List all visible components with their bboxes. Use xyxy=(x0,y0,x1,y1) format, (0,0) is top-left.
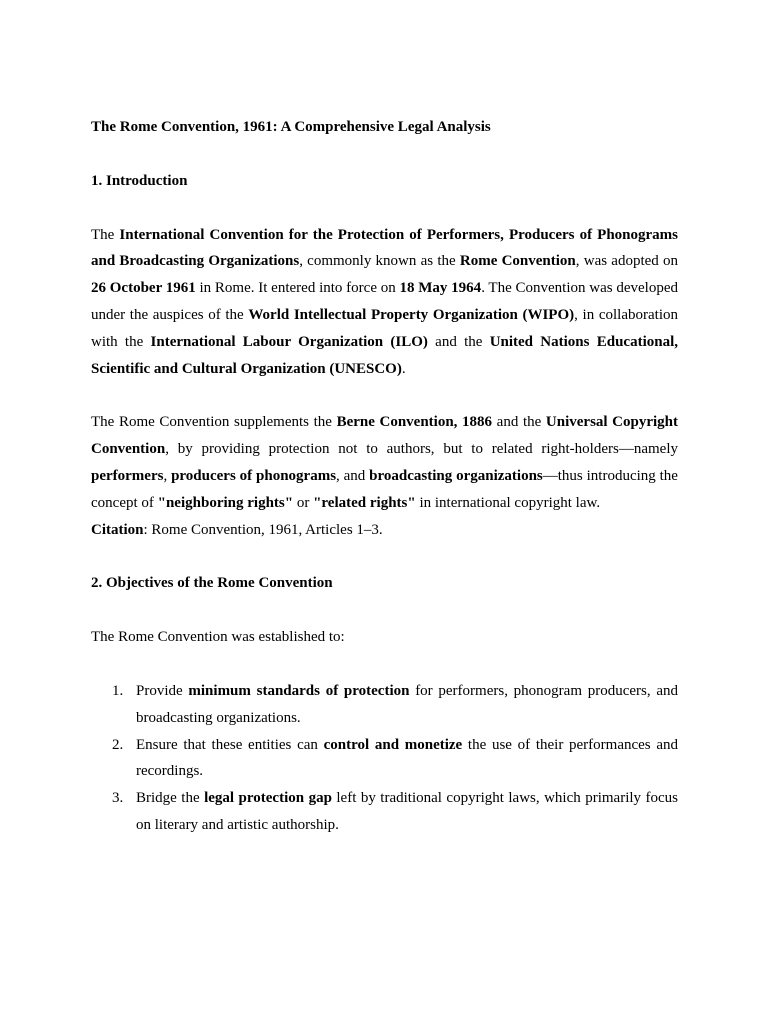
intro-paragraph-1 xyxy=(91,222,678,383)
objectives-list xyxy=(91,678,678,839)
text-run: , was adopted on xyxy=(575,253,678,270)
text-run: in Rome. It entered into force on xyxy=(195,280,400,297)
bold-ilo: International Labour Organization (ILO) xyxy=(150,333,428,350)
text-run: . The Convention was developed under the auspices of the xyxy=(91,280,678,323)
text-run: , commonly known as the xyxy=(299,253,460,270)
list-item xyxy=(91,678,678,732)
bold-broadcasting-organizations: broadcasting organizations xyxy=(369,467,543,484)
text-run: for performers, phonogram producers, and broadcasting organizations. xyxy=(136,682,678,726)
bold-producers-of-phonograms: producers of phonograms xyxy=(171,467,337,484)
bold-control-and-monetize: control and monetize xyxy=(323,736,463,753)
text-run: in international copyright law. xyxy=(415,494,601,511)
text-run: The Rome Convention supplements the xyxy=(91,414,337,431)
text-run: Ensure that these entities can xyxy=(136,736,324,753)
bold-performers: performers xyxy=(91,467,164,484)
objectives-intro: The Rome Convention was established to: xyxy=(91,629,345,646)
text-run: , by providing protection not to authors, but to related right-holders—namely xyxy=(165,441,678,458)
text-run: the use of their performances and recordings. xyxy=(136,736,678,780)
text-run: —thus introducing the concept of xyxy=(91,467,678,511)
section-heading-objectives: 2. Objectives of the Rome Convention xyxy=(91,575,333,592)
text-run: , and xyxy=(336,467,370,484)
text-run: Provide xyxy=(136,682,189,699)
bold-adoption-date: 26 October 1961 xyxy=(91,280,196,297)
bold-unesco: United Nations Educational, Scientific and Cultural Organization (UNESCO) xyxy=(91,333,678,377)
list-item xyxy=(91,785,678,839)
citation-text: : Rome Convention, 1961, Articles 1–3. xyxy=(143,521,383,538)
citation-label: Citation xyxy=(91,521,144,538)
bold-neighboring-rights: "neighboring rights" xyxy=(157,494,294,511)
document-page xyxy=(91,114,678,839)
citation-line xyxy=(91,517,678,544)
text-run: left by traditional copyright laws, which primarily focus on literary and artistic authorship. xyxy=(136,790,678,833)
text-run: Bridge the xyxy=(136,790,205,807)
text-run: and the xyxy=(427,333,490,350)
bold-universal-copyright-convention: Universal Copyright Convention xyxy=(91,414,679,458)
bold-berne-convention: Berne Convention, 1886 xyxy=(336,414,493,431)
bold-convention-full-name: International Convention for the Protection of Performers, Producers of Phonograms and Broadcasting Organizations xyxy=(91,226,678,270)
bold-rome-convention: Rome Convention xyxy=(459,253,576,270)
bold-minimum-standards: minimum standards of protection xyxy=(188,682,410,699)
bold-entry-into-force-date: 18 May 1964 xyxy=(399,280,482,297)
text-run: and the xyxy=(492,414,546,431)
intro-paragraph-2 xyxy=(91,409,678,516)
bold-related-rights: "related rights" xyxy=(313,494,416,511)
text-run: . xyxy=(401,360,406,377)
document-title: The Rome Convention, 1961: A Comprehensive Legal Analysis xyxy=(91,119,491,135)
text-run: The xyxy=(91,226,120,243)
list-item-number: 1. xyxy=(112,682,124,699)
list-item-number: 3. xyxy=(112,790,124,807)
section-heading-introduction: 1. Introduction xyxy=(91,172,188,189)
text-run: or xyxy=(293,494,314,511)
bold-legal-protection-gap: legal protection gap xyxy=(204,790,332,807)
list-item-number: 2. xyxy=(112,736,124,753)
list-item xyxy=(91,732,678,786)
bold-wipo: World Intellectual Property Organization (WIPO) xyxy=(248,306,575,323)
text-run: , in collaboration with the xyxy=(91,306,678,350)
text-run: , xyxy=(163,467,172,484)
